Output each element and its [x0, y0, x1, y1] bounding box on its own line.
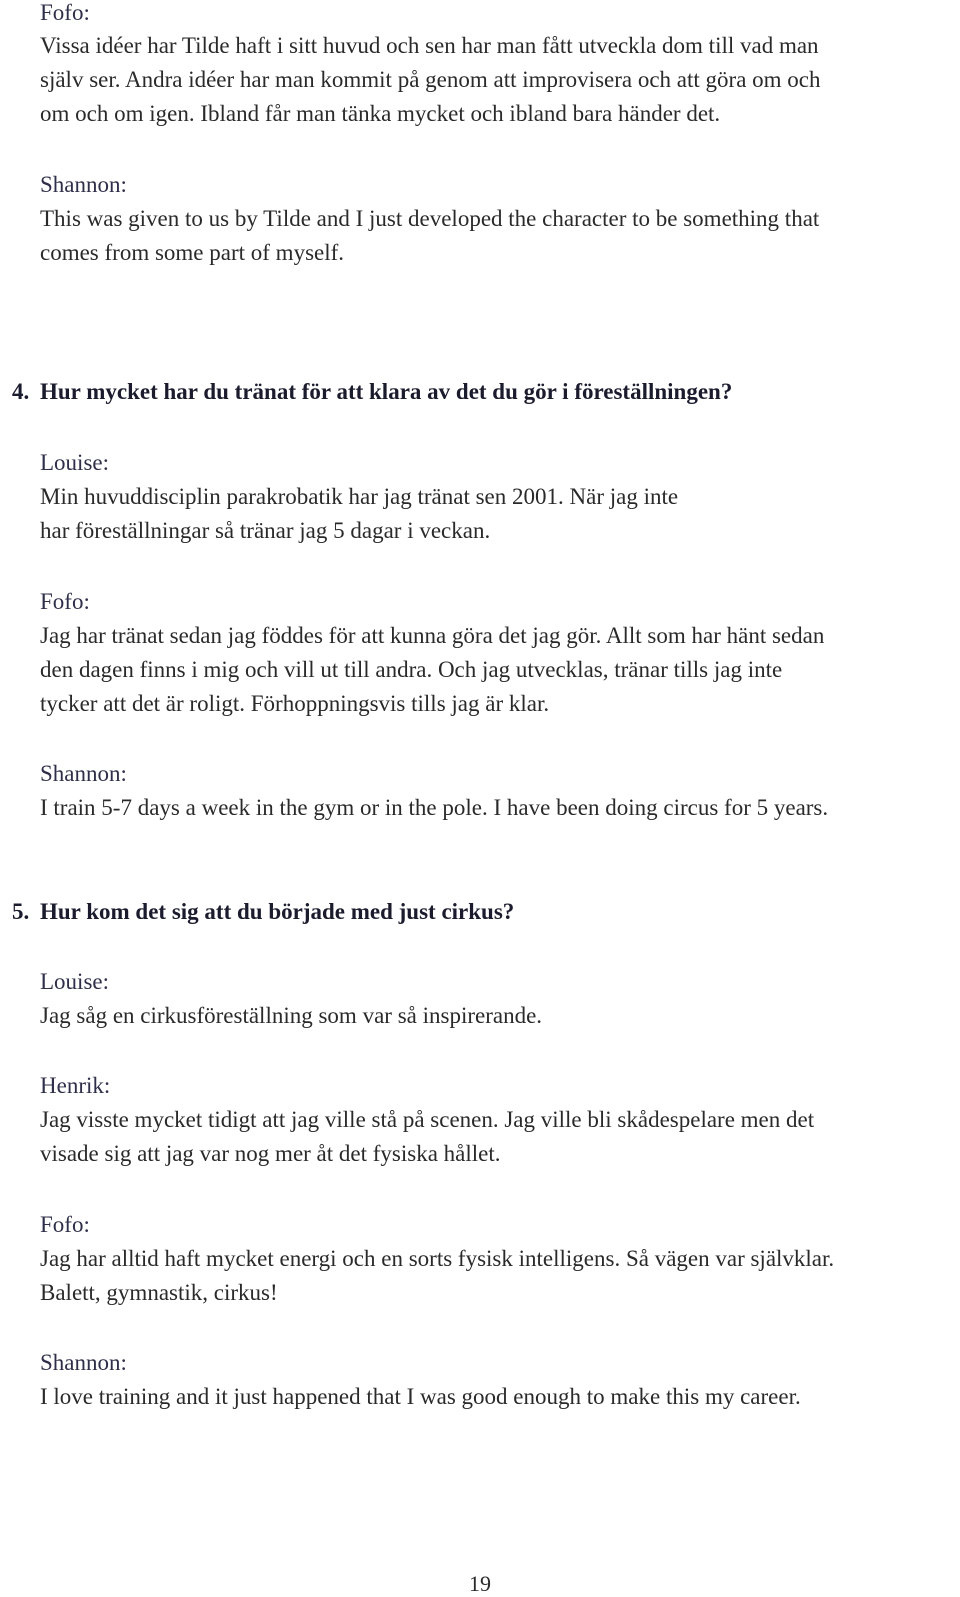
answer-text: This was given to us by Tilde and I just developed the character to be something that	[40, 206, 820, 231]
speaker-label: Shannon:	[40, 761, 127, 786]
answer-text: visade sig att jag var nog mer åt det fysiska hållet.	[40, 1141, 501, 1166]
answer-text: Jag har alltid haft mycket energi och en sorts fysisk intelligens. Så vägen var självklar.	[40, 1246, 835, 1271]
speaker-label: Fofo:	[40, 1212, 90, 1237]
answer-text: Jag visste mycket tidigt att jag ville stå på scenen. Jag ville bli skådespelare men det	[40, 1107, 815, 1132]
speaker-label: Louise:	[40, 969, 109, 994]
answer-text: har föreställningar så tränar jag 5 dagar i veckan.	[40, 518, 491, 543]
answer-text: Min huvuddisciplin parakrobatik har jag tränat sen 2001. När jag inte	[40, 484, 679, 509]
answer-text: I train 5-7 days a week in the gym or in the pole. I have been doing circus for 5 years.	[40, 795, 829, 820]
speaker-label: Fofo:	[40, 589, 90, 614]
question-number: 5.	[12, 899, 30, 924]
answer-text: om och om igen. Ibland får man tänka mycket och ibland bara händer det.	[40, 101, 721, 126]
answer-text: Vissa idéer har Tilde haft i sitt huvud och sen har man fått utveckla dom till vad man	[40, 33, 819, 58]
answer-text: comes from some part of myself.	[40, 240, 345, 265]
speaker-label: Louise:	[40, 450, 109, 475]
answer-text: Jag har tränat sedan jag föddes för att kunna göra det jag gör. Allt som har hänt sedan	[40, 623, 825, 648]
answer-text: tycker att det är roligt. Förhoppningsvis tills jag är klar.	[40, 691, 550, 716]
speaker-label: Shannon:	[40, 172, 127, 197]
answer-text: Jag såg en cirkusföreställning som var så inspirerande.	[40, 1003, 543, 1028]
speaker-label: Shannon:	[40, 1350, 127, 1375]
question-heading	[12, 379, 732, 405]
answer-text: I love training and it just happened that I was good enough to make this my career.	[40, 1384, 801, 1409]
question-number: 4.	[12, 379, 30, 404]
page-number: 19	[469, 1571, 491, 1596]
question-text: Hur mycket har du tränat för att klara av det du gör i föreställningen?	[40, 379, 733, 404]
speaker-label: Henrik:	[40, 1073, 111, 1098]
question-heading	[12, 899, 514, 925]
question-text: Hur kom det sig att du började med just cirkus?	[40, 899, 515, 924]
answer-text: den dagen finns i mig och vill ut till andra. Och jag utvecklas, tränar tills jag inte	[40, 657, 783, 682]
speaker-label: Fofo:	[40, 0, 90, 25]
answer-text: själv ser. Andra idéer har man kommit på genom att improvisera och att göra om och	[40, 67, 821, 92]
answer-text: Balett, gymnastik, cirkus!	[40, 1280, 278, 1305]
